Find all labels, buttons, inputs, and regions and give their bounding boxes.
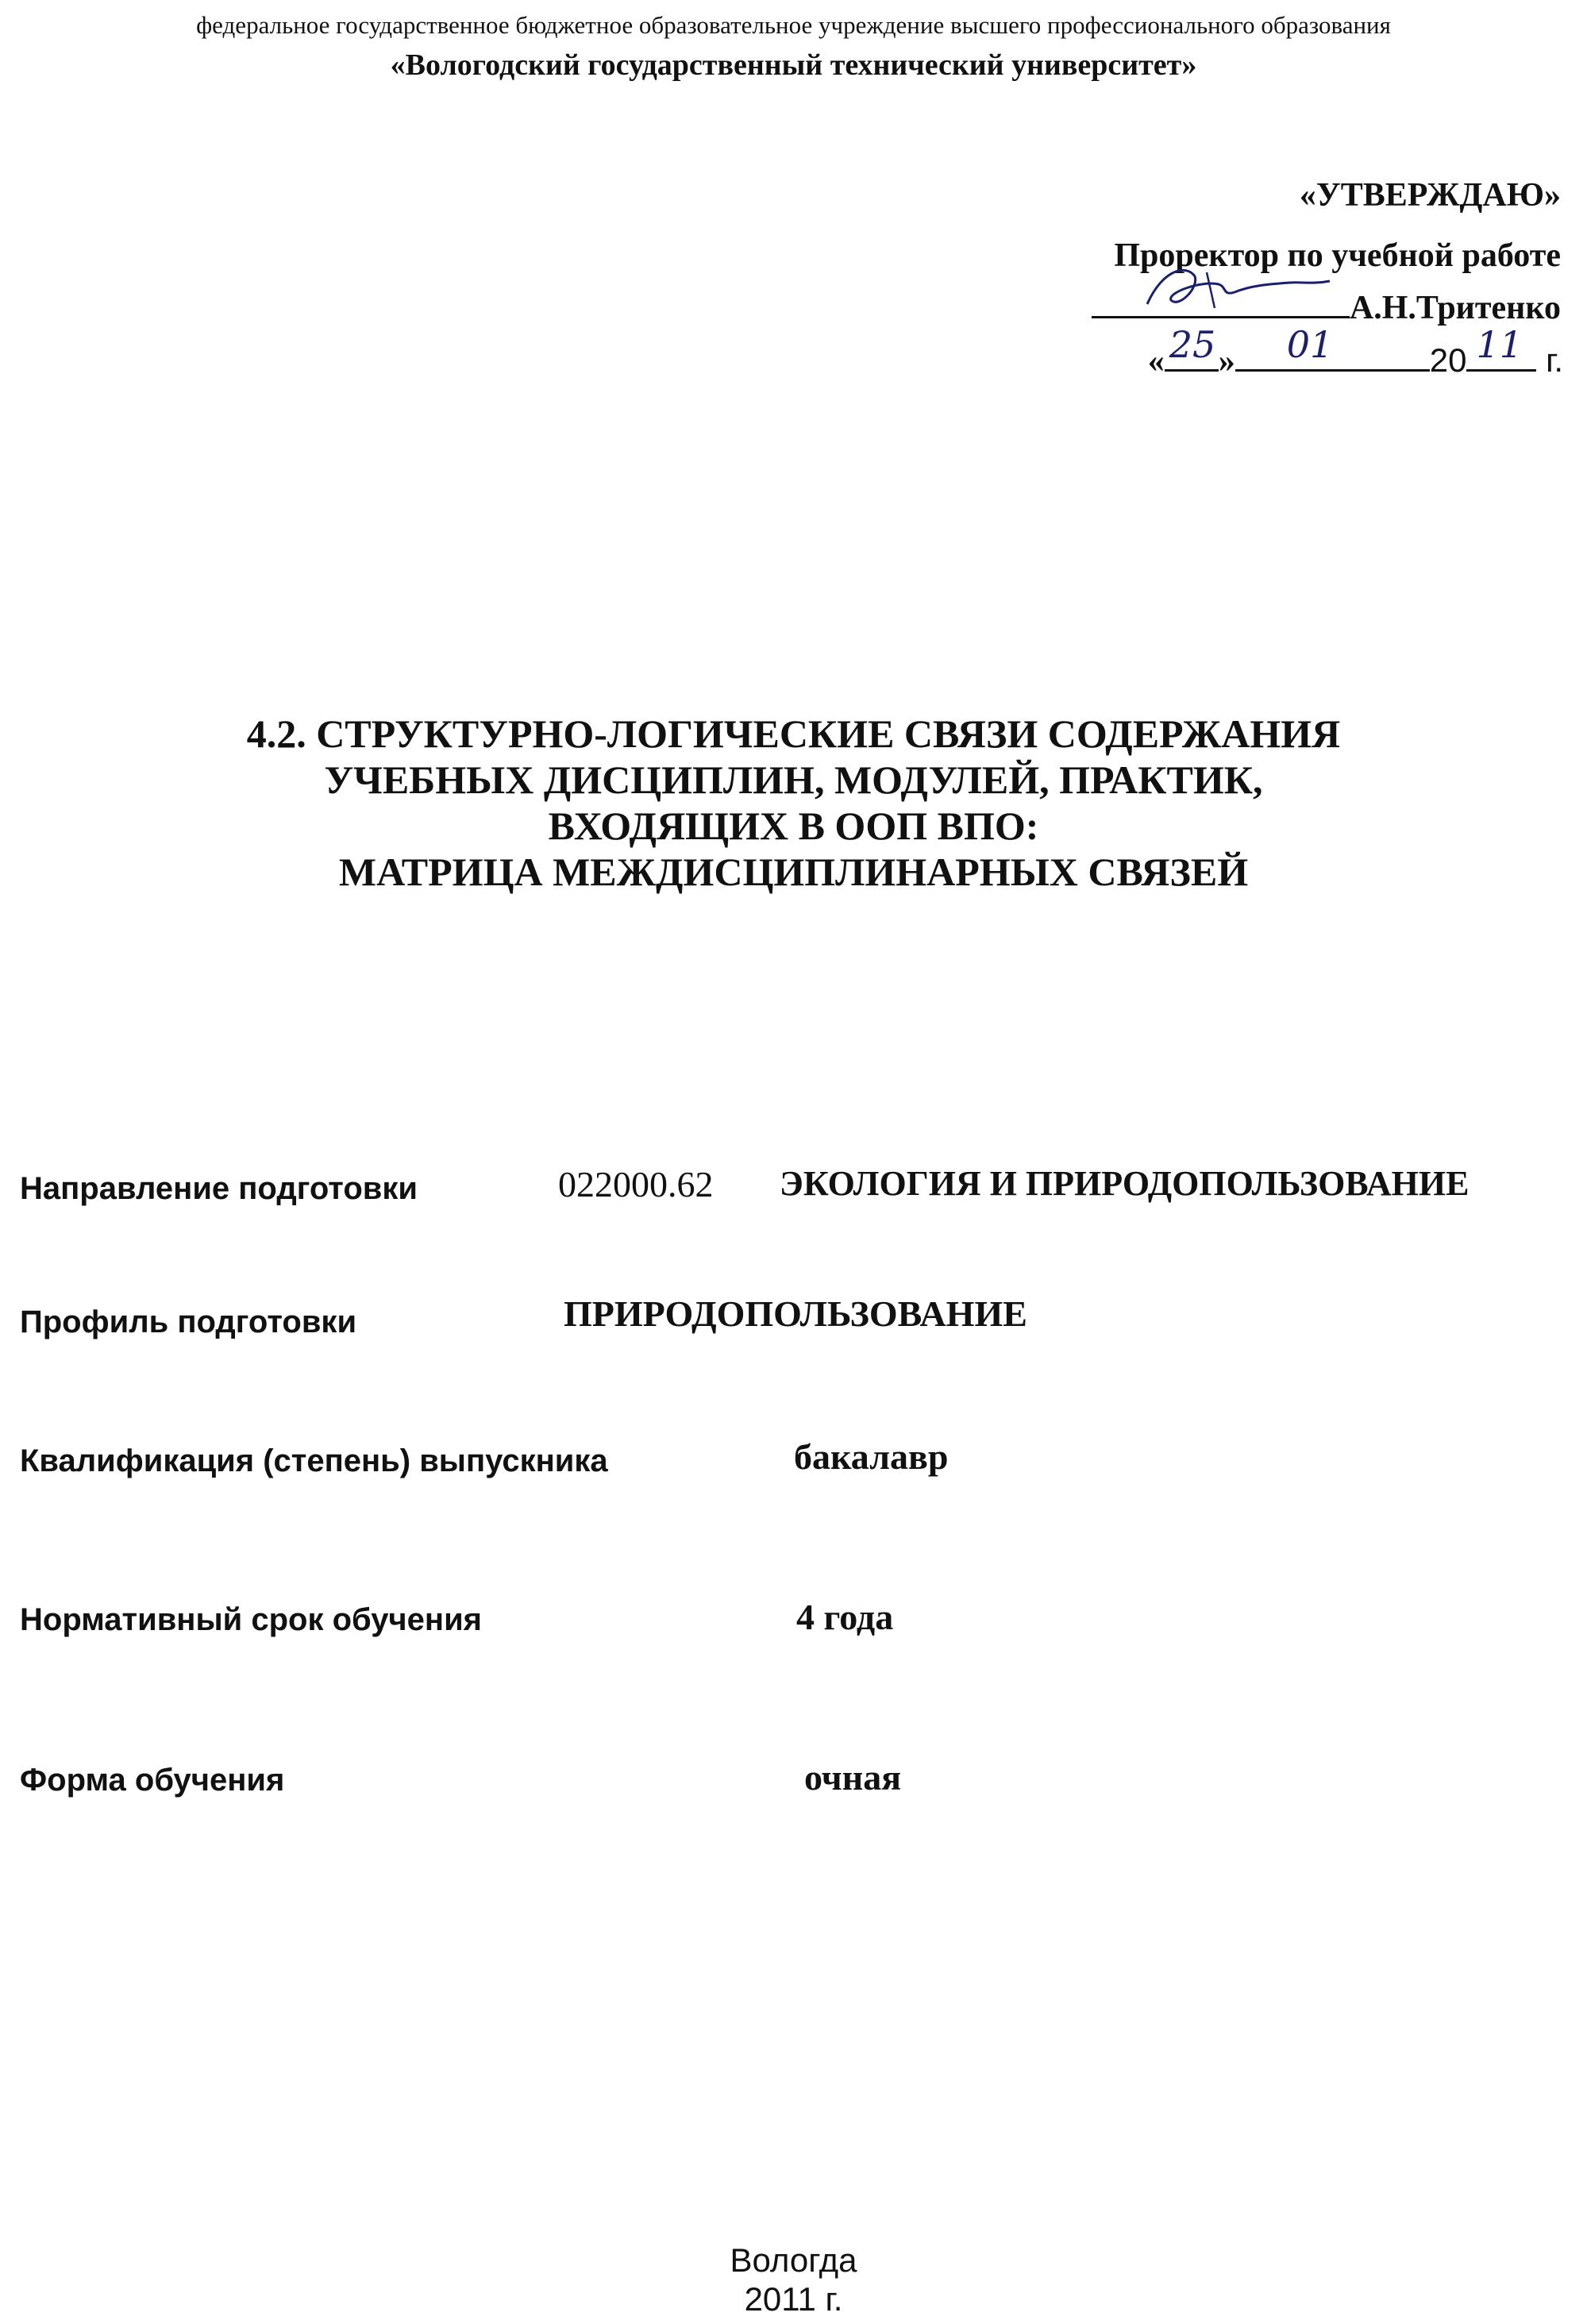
signature-underline	[1092, 284, 1350, 318]
signature-image	[1131, 260, 1338, 316]
duration-label: Нормативный срок обучения	[20, 1602, 482, 1637]
duration-value: 4 года	[796, 1597, 894, 1637]
qualification-label: Квалификация (степень) выпускника	[20, 1443, 608, 1478]
date-year-prefix: 20	[1429, 341, 1467, 379]
approval-date-line	[1147, 323, 1563, 380]
document-title	[0, 711, 1587, 895]
title-line-3: ВХОДЯЩИХ В ООП ВПО:	[548, 804, 1039, 848]
direction-label: Направление подготовки	[20, 1171, 418, 1206]
institution-type: федеральное государственное бюджетное образовательное учреждение высшего профессионального образования	[196, 11, 1391, 39]
date-month: 01	[1286, 323, 1334, 366]
date-year-underline	[1466, 323, 1536, 372]
approval-title: «УТВЕРЖДАЮ»	[1299, 177, 1561, 214]
date-day: 25	[1169, 323, 1216, 366]
date-month-underline	[1235, 323, 1430, 372]
approval-signatory: А.Н.Тритенко	[1349, 290, 1561, 326]
profile-label: Профиль подготовки	[20, 1305, 357, 1339]
profile-value: ПРИРОДОПОЛЬЗОВАНИЕ	[564, 1293, 1027, 1334]
title-line-1: 4.2. СТРУКТУРНО-ЛОГИЧЕСКИЕ СВЯЗИ СОДЕРЖАНИЯ	[246, 711, 1341, 756]
date-year-unit: г.	[1546, 341, 1563, 379]
approval-position: Проректор по учебной работе	[1114, 237, 1561, 274]
form-value: очная	[804, 1757, 902, 1798]
form-label: Форма обучения	[20, 1763, 285, 1798]
date-open-quote: «	[1147, 343, 1165, 380]
footer-city: Вологда	[730, 2241, 857, 2279]
title-line-4: МАТРИЦА МЕЖДИСЦИПЛИНАРНЫХ СВЯЗЕЙ	[338, 850, 1249, 894]
approval-signature-line	[1092, 284, 1561, 327]
university-name: «Вологодский государственный технический университет»	[390, 48, 1197, 82]
date-close-quote: »	[1218, 343, 1235, 380]
date-year-suffix: 11	[1476, 323, 1523, 366]
title-line-2: УЧЕБНЫХ ДИСЦИПЛИН, МОДУЛЕЙ, ПРАКТИК,	[324, 757, 1263, 802]
direction-code: 022000.62	[558, 1164, 714, 1204]
qualification-value: бакалавр	[794, 1436, 949, 1477]
direction-name: ЭКОЛОГИЯ И ПРИРОДОПОЛЬЗОВАНИЕ	[780, 1164, 1470, 1203]
footer-year: 2011 г.	[744, 2280, 843, 2318]
date-day-underline	[1165, 323, 1219, 372]
